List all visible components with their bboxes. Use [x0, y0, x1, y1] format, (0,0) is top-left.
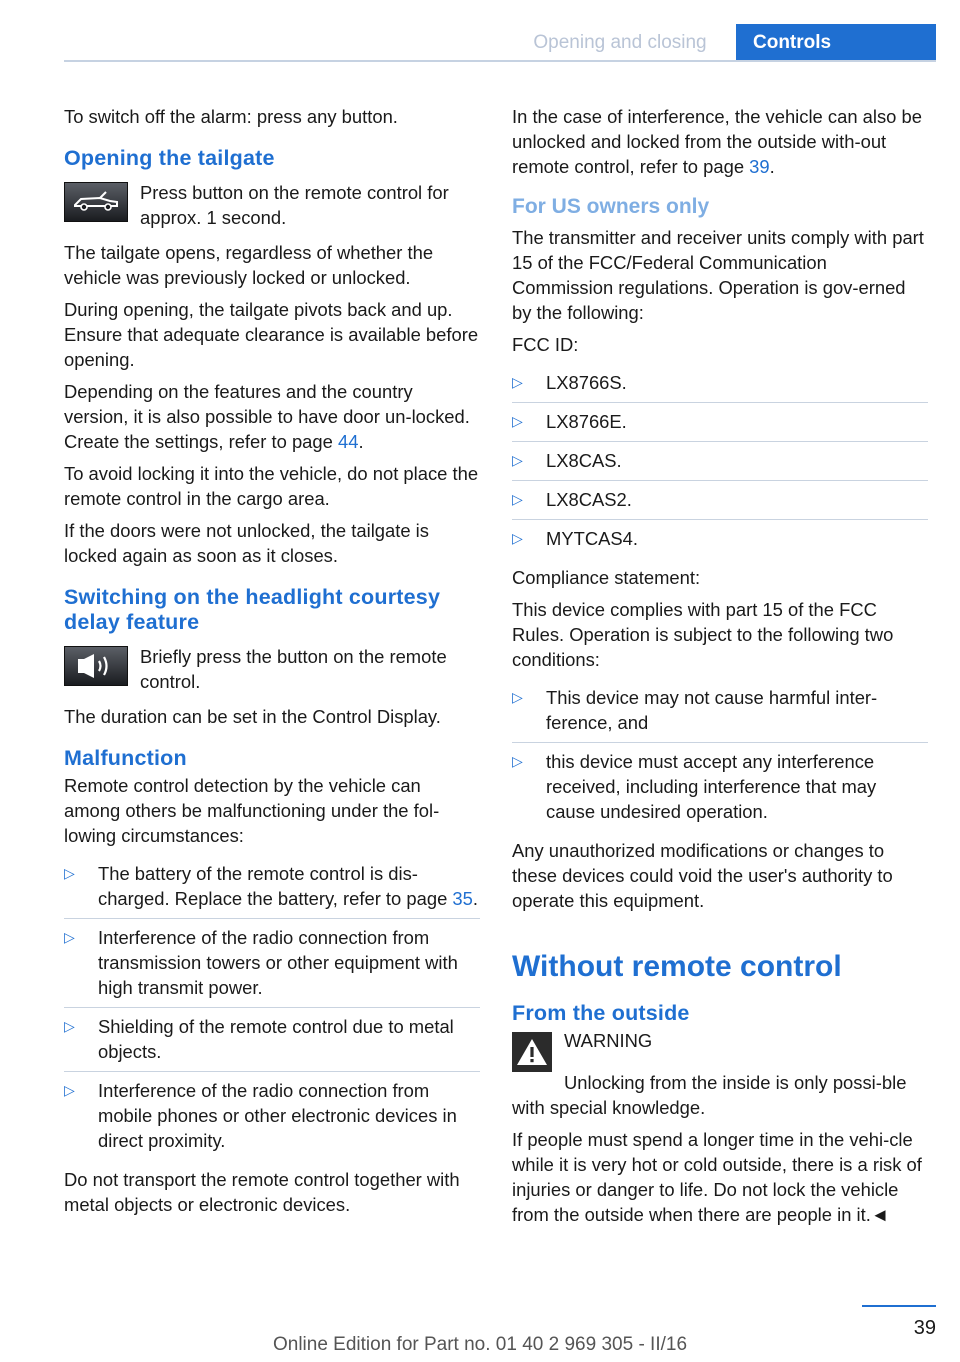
bullet-triangle-icon: ▷: [512, 689, 523, 705]
malfunction-paragraph: Remote control detection by the vehicle can among others be malfunctioning under the fol‐lowing circumstances:: [64, 775, 440, 846]
list-item: [64, 1007, 480, 1071]
tailgate-paragraph-2: During opening, the tailgate pivots back and up. Ensure that adequate clearance is available before opening.: [64, 299, 479, 370]
fcc-paragraph: The transmitter and receiver units comply with part 15 of the FCC/Federal Communication Commission regulations. Operation is gov‐erned by the following:: [512, 227, 924, 323]
heading-us-owners: For US owners only: [512, 195, 710, 218]
bullet-triangle-icon: ▷: [512, 530, 523, 546]
list-item: [512, 679, 928, 742]
edition-footer: Online Edition for Part no. 01 40 2 969 305 - II/16: [272, 1334, 688, 1355]
malfunction-list: [64, 855, 480, 1160]
malfunction-item-1-end: .: [472, 888, 478, 909]
conditions-list: [512, 679, 928, 831]
warning-text: Unlocking from the inside is only possi‐ble with special knowledge.: [512, 1072, 907, 1118]
malfunction-item-4-text: Interference of the radio connection from mobile phones or other electronic devices in direct proximity.: [98, 1080, 457, 1151]
alarm-paragraph: To switch off the alarm: press any button.: [64, 106, 398, 127]
page-header: [0, 0, 960, 62]
footer-rule: [862, 1305, 936, 1307]
device-paragraph: This device complies with part 15 of the FCC Rules. Operation is subject to the following two conditions:: [512, 599, 894, 670]
heading-malfunction: Malfunction: [64, 746, 187, 770]
tailgate-paragraph-5: If the doors were not unlocked, the tailgate is locked again as soon as it closes.: [64, 520, 429, 566]
list-item: [512, 480, 928, 519]
bullet-triangle-icon: ▷: [512, 753, 523, 769]
tailgate-instruction-text: Press button on the remote control for approx. 1 second.: [140, 182, 449, 228]
list-item: [512, 742, 928, 831]
condition-text: This device may not cause harmful inter‐ference, and: [546, 687, 878, 733]
interference-end: .: [769, 156, 775, 177]
fcc-id-list: [512, 364, 928, 558]
headlight-instruction-text: Briefly press the button on the remote control.: [140, 646, 447, 692]
bullet-triangle-icon: ▷: [64, 865, 75, 881]
page-link-39[interactable]: 39: [749, 156, 770, 177]
right-column: [512, 104, 928, 1234]
bullet-triangle-icon: ▷: [512, 374, 523, 390]
interference-text: In the case of interference, the vehicle can also be unlocked and locked from the outside with‐out remote control, refer to page: [512, 106, 922, 177]
header-chapter-tab: Controls: [736, 24, 936, 62]
warning-block: [512, 1028, 928, 1072]
header-rule: [64, 60, 936, 62]
malfunction-item-1-text: The battery of the remote control is dis‐charged. Replace the battery, refer to page: [98, 863, 453, 909]
compliance-label: Compliance statement:: [512, 567, 701, 588]
modifications-paragraph: Any unauthorized modifications or changes to these devices could void the user's authority to operate this equipment.: [512, 840, 893, 911]
fcc-id-value: LX8CAS.: [546, 450, 622, 471]
heading-from-outside: From the outside: [512, 1001, 690, 1025]
page-link-35[interactable]: 35: [452, 888, 473, 909]
warning-triangle-icon: [512, 1032, 552, 1072]
condition-text: this device must accept any interference received, including interference that may cause undesired operation.: [546, 751, 877, 822]
list-item: [512, 364, 928, 402]
list-item: [512, 519, 928, 558]
tailgate-paragraph-1: The tailgate opens, regardless of whether the vehicle was previously locked or unlocked.: [64, 242, 434, 288]
header-section-title: Opening and closing: [533, 32, 707, 53]
left-column: [64, 104, 480, 1224]
interference-paragraph: [512, 104, 928, 179]
warning-paragraph-2: If people must spend a longer time in the vehi‐cle while it is very hot or cold outside, there is a risk of injuries or danger to life. Do not lock the vehicle from the outside when there are people in it.◄: [512, 1129, 922, 1225]
list-item: [512, 441, 928, 480]
list-item: [64, 918, 480, 1007]
page-number: 39: [913, 1317, 936, 1339]
tailgate-paragraph-4: To avoid locking it into the vehicle, do not place the remote control in the cargo area.: [64, 463, 479, 509]
fcc-id-value: LX8766E.: [546, 411, 627, 432]
headlight-instruction: [64, 644, 480, 694]
bullet-triangle-icon: ▷: [64, 1082, 75, 1098]
bullet-triangle-icon: ▷: [512, 413, 523, 429]
list-item: [512, 402, 928, 441]
warning-content: [564, 1028, 652, 1060]
tailgate-paragraph-3-text: Depending on the features and the country version, it is also possible to have door un‐locked. Create the settings, refer to page: [64, 381, 470, 452]
heading-opening-tailgate: Opening the tailgate: [64, 146, 275, 170]
fcc-id-label: FCC ID:: [512, 334, 579, 355]
bullet-triangle-icon: ▷: [512, 491, 523, 507]
fcc-id-value: MYTCAS4.: [546, 528, 638, 549]
page-link-44[interactable]: 44: [337, 431, 359, 452]
bullet-triangle-icon: ▷: [512, 452, 523, 468]
tailgate-instruction: [64, 180, 480, 230]
bullet-triangle-icon: ▷: [64, 929, 75, 945]
list-item: [64, 1071, 480, 1160]
tailgate-paragraph-3-end: .: [358, 431, 364, 452]
malfunction-item-3-text: Shielding of the remote control due to metal objects.: [98, 1016, 454, 1062]
warning-label: WARNING: [564, 1030, 653, 1051]
headlight-icon: [64, 646, 128, 686]
bullet-triangle-icon: ▷: [64, 1018, 75, 1034]
tailgate-paragraph-3: [64, 379, 480, 454]
fcc-id-value: LX8CAS2.: [546, 489, 632, 510]
heading-headlight-courtesy: Switching on the headlight courtesy delay feature: [64, 585, 441, 634]
transport-paragraph: Do not transport the remote control together with metal objects or electronic devices.: [64, 1169, 460, 1215]
fcc-id-value: LX8766S.: [546, 372, 627, 393]
car-tailgate-icon: [64, 182, 128, 222]
duration-paragraph: The duration can be set in the Control Display.: [64, 706, 441, 727]
heading-without-remote: Without remote control: [512, 950, 842, 983]
malfunction-item-2-text: Interference of the radio connection from transmission towers or other equipment with high transmit power.: [98, 927, 458, 998]
list-item: [64, 855, 480, 918]
